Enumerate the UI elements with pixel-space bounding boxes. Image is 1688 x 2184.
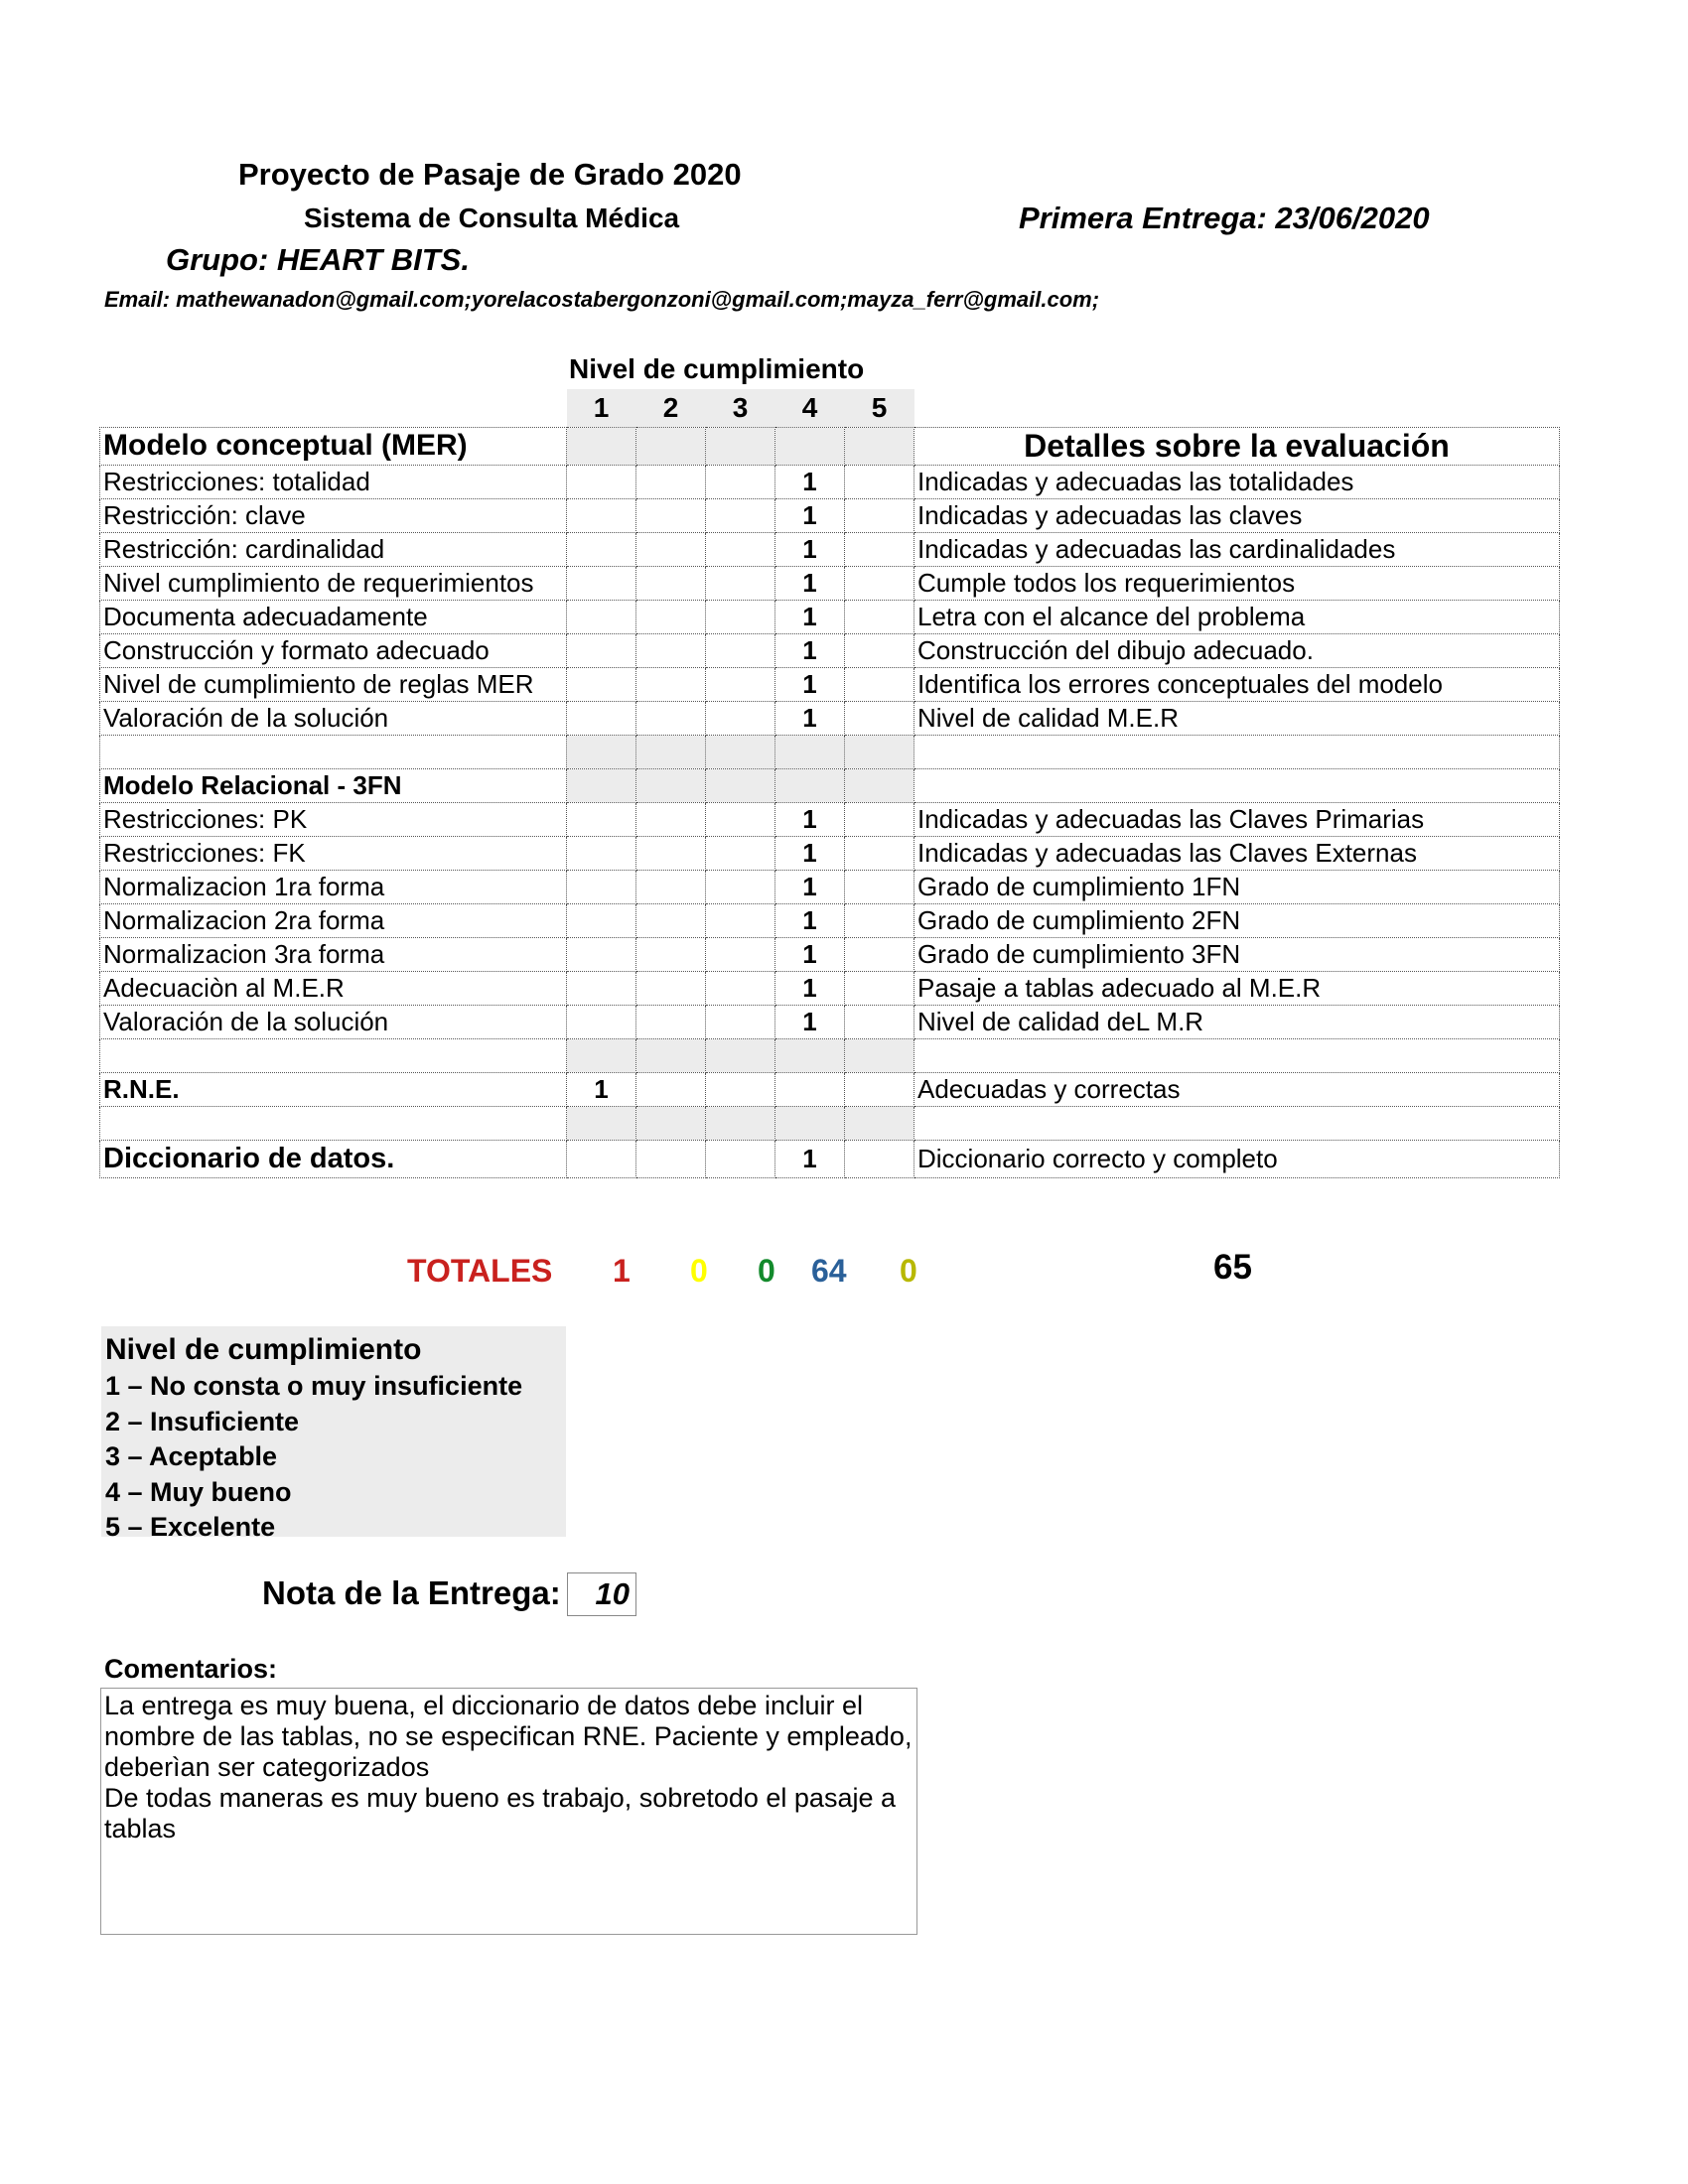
criterion-label: Nivel cumplimiento de requerimientos [100, 566, 567, 600]
score-cell: 1 [775, 566, 845, 600]
criterion-label: Normalizacion 2ra forma [100, 903, 567, 937]
score-cell [706, 566, 775, 600]
score-cell: 1 [775, 836, 845, 870]
score-cell [567, 1005, 636, 1038]
level-header: 2 [636, 389, 706, 427]
comments-box [100, 1688, 917, 1935]
detail-text: Indicadas y adecuadas las Claves Externas [914, 836, 1560, 870]
level-header: 1 [567, 389, 636, 427]
total-level-2: 0 [690, 1253, 708, 1289]
score-cell: 1 [775, 465, 845, 498]
detail-text: Letra con el alcance del problema [914, 600, 1560, 633]
section-header-row [100, 768, 1560, 802]
group-emails: Email: mathewanadon@gmail.com;yorelacostabergonzoni@gmail.com;mayza_ferr@gmail.com; [104, 287, 1100, 312]
comment-line: La entrega es muy buena, el diccionario de datos debe incluir el nombre de las tablas, no se especifican RNE. Paciente y empleado, deberìan ser categorizados [104, 1691, 913, 1782]
score-cell: 1 [775, 498, 845, 532]
level-header: 4 [775, 389, 845, 427]
score-cell [706, 937, 775, 971]
score-cell [845, 836, 914, 870]
score-cell: 1 [775, 870, 845, 903]
score-cell [706, 498, 775, 532]
level-header: 3 [706, 389, 775, 427]
score-cell [567, 532, 636, 566]
level-heading: Nivel de cumplimiento [569, 353, 865, 384]
score-cell: 1 [775, 1005, 845, 1038]
score-cell [845, 667, 914, 701]
criterion-label: Restricción: clave [100, 498, 567, 532]
score-cell [706, 633, 775, 667]
criterion-row [100, 465, 1560, 498]
legend-item: 1 – No consta o muy insuficiente [105, 1371, 523, 1401]
detail-text: Construcción del dibujo adecuado. [914, 633, 1560, 667]
group-name: Grupo: HEART BITS. [166, 242, 470, 277]
detail-text: Identifica los errores conceptuales del modelo [914, 667, 1560, 701]
delivery-date: Primera Entrega: 23/06/2020 [1019, 201, 1430, 235]
score-cell [636, 566, 706, 600]
score-cell [567, 633, 636, 667]
score-cell [706, 701, 775, 735]
evaluation-table [99, 389, 1560, 1178]
score-cell [567, 937, 636, 971]
legend-title: Nivel de cumplimiento [105, 1333, 422, 1366]
score-cell [845, 1072, 914, 1106]
level-header-row [100, 389, 1560, 427]
score-cell [636, 870, 706, 903]
score-cell [706, 870, 775, 903]
score-cell [636, 937, 706, 971]
score-cell [706, 1140, 775, 1177]
criterion-label: Restricción: cardinalidad [100, 532, 567, 566]
score-cell: 1 [567, 1072, 636, 1106]
criterion-label: R.N.E. [100, 1072, 567, 1106]
page-subtitle: Sistema de Consulta Médica [304, 203, 680, 233]
score-cell [775, 1072, 845, 1106]
score-cell [636, 600, 706, 633]
score-cell: 1 [775, 903, 845, 937]
criterion-label: Valoración de la solución [100, 1005, 567, 1038]
score-cell [845, 1005, 914, 1038]
detail-text: Pasaje a tablas adecuado al M.E.R [914, 971, 1560, 1005]
page-title: Proyecto de Pasaje de Grado 2020 [238, 157, 742, 192]
detail-text: Indicadas y adecuadas las claves [914, 498, 1560, 532]
score-cell [845, 870, 914, 903]
legend-item: 2 – Insuficiente [105, 1406, 300, 1436]
detail-text: Grado de cumplimiento 2FN [914, 903, 1560, 937]
detail-text: Nivel de calidad M.E.R [914, 701, 1560, 735]
score-cell: 1 [775, 701, 845, 735]
score-cell [636, 701, 706, 735]
detail-text: Adecuadas y correctas [914, 1072, 1560, 1106]
detail-text: Nivel de calidad deL M.R [914, 1005, 1560, 1038]
section-title: Modelo Relacional - 3FN [100, 768, 567, 802]
detail-text: Indicadas y adecuadas las cardinalidades [914, 532, 1560, 566]
score-cell [636, 1140, 706, 1177]
score-cell [636, 1072, 706, 1106]
score-cell [636, 903, 706, 937]
criterion-row [100, 498, 1560, 532]
criterion-label: Restricciones: totalidad [100, 465, 567, 498]
score-cell [845, 971, 914, 1005]
score-cell [567, 1140, 636, 1177]
score-cell [706, 532, 775, 566]
score-cell: 1 [775, 633, 845, 667]
comments-label: Comentarios: [104, 1654, 278, 1684]
score-cell [636, 971, 706, 1005]
score-cell [636, 836, 706, 870]
score-cell [845, 633, 914, 667]
score-cell: 1 [775, 667, 845, 701]
grand-total: 65 [1213, 1248, 1252, 1287]
score-cell [845, 701, 914, 735]
total-level-5: 0 [900, 1253, 917, 1289]
score-cell [706, 667, 775, 701]
score-cell [845, 903, 914, 937]
legend-item: 4 – Muy bueno [105, 1476, 292, 1507]
score-cell [706, 971, 775, 1005]
detail-text: Diccionario correcto y completo [914, 1140, 1560, 1177]
detail-text: Grado de cumplimiento 1FN [914, 870, 1560, 903]
criterion-row [100, 1005, 1560, 1038]
criterion-row [100, 633, 1560, 667]
score-cell: 1 [775, 1140, 845, 1177]
score-cell [636, 802, 706, 836]
score-cell [845, 532, 914, 566]
criterion-row [100, 701, 1560, 735]
legend-item: 5 – Excelente [105, 1512, 276, 1542]
score-cell [567, 600, 636, 633]
detail-text: Indicadas y adecuadas las Claves Primarias [914, 802, 1560, 836]
detail-text: Grado de cumplimiento 3FN [914, 937, 1560, 971]
score-cell: 1 [775, 532, 845, 566]
score-cell [706, 1072, 775, 1106]
score-cell [845, 937, 914, 971]
score-cell [567, 971, 636, 1005]
grade-label: Nota de la Entrega: [262, 1574, 561, 1611]
score-cell: 1 [775, 971, 845, 1005]
comment-line: De todas maneras es muy bueno es trabajo, sobretodo el pasaje a tablas [104, 1783, 896, 1843]
score-cell [845, 1140, 914, 1177]
criterion-label: Normalizacion 3ra forma [100, 937, 567, 971]
score-cell [706, 1005, 775, 1038]
score-cell: 1 [775, 802, 845, 836]
score-cell [636, 465, 706, 498]
section-header-row [100, 427, 1560, 465]
criterion-row [100, 667, 1560, 701]
score-cell [636, 532, 706, 566]
score-cell [636, 1005, 706, 1038]
totals-label: TOTALES [407, 1253, 553, 1289]
score-cell [845, 498, 914, 532]
criterion-row [100, 532, 1560, 566]
criterion-row [100, 903, 1560, 937]
score-cell [567, 667, 636, 701]
legend-box [101, 1326, 566, 1542]
criterion-label: Valoración de la solución [100, 701, 567, 735]
total-level-3: 0 [758, 1253, 775, 1289]
grade-value: 10 [567, 1572, 636, 1616]
score-cell [706, 465, 775, 498]
criterion-row [100, 971, 1560, 1005]
spacer-row [100, 735, 1560, 768]
score-cell [567, 465, 636, 498]
score-cell [845, 802, 914, 836]
score-cell [567, 903, 636, 937]
score-cell: 1 [775, 600, 845, 633]
total-level-1: 1 [613, 1253, 631, 1289]
score-cell [636, 667, 706, 701]
score-cell [845, 566, 914, 600]
score-cell [567, 701, 636, 735]
score-cell [706, 836, 775, 870]
detail-text: Indicadas y adecuadas las totalidades [914, 465, 1560, 498]
criterion-label: Adecuaciòn al M.E.R [100, 971, 567, 1005]
score-cell [706, 600, 775, 633]
criterion-row [100, 870, 1560, 903]
criterion-row [100, 937, 1560, 971]
spacer-row [100, 1106, 1560, 1140]
section-title: Modelo conceptual (MER) [100, 427, 567, 465]
score-cell [845, 465, 914, 498]
criterion-row [100, 600, 1560, 633]
criterion-row [100, 836, 1560, 870]
spacer-row [100, 1038, 1560, 1072]
score-cell [567, 566, 636, 600]
score-cell [845, 600, 914, 633]
score-cell: 1 [775, 937, 845, 971]
detail-text: Cumple todos los requerimientos [914, 566, 1560, 600]
score-cell [567, 802, 636, 836]
criterion-row [100, 566, 1560, 600]
details-heading: Detalles sobre la evaluación [914, 427, 1560, 465]
score-cell [567, 498, 636, 532]
score-cell [636, 633, 706, 667]
dictionary-row [100, 1140, 1560, 1177]
score-cell [636, 498, 706, 532]
legend-item: 3 – Aceptable [105, 1441, 278, 1471]
level-header: 5 [845, 389, 914, 427]
rne-row [100, 1072, 1560, 1106]
criterion-label: Diccionario de datos. [100, 1140, 567, 1177]
criterion-label: Construcción y formato adecuado [100, 633, 567, 667]
score-cell [567, 870, 636, 903]
criterion-row [100, 802, 1560, 836]
criterion-label: Restricciones: PK [100, 802, 567, 836]
score-cell [706, 802, 775, 836]
score-cell [706, 903, 775, 937]
criterion-label: Documenta adecuadamente [100, 600, 567, 633]
score-cell [567, 836, 636, 870]
criterion-label: Restricciones: FK [100, 836, 567, 870]
total-level-4: 64 [811, 1253, 847, 1289]
criterion-label: Normalizacion 1ra forma [100, 870, 567, 903]
criterion-label: Nivel de cumplimiento de reglas MER [100, 667, 567, 701]
